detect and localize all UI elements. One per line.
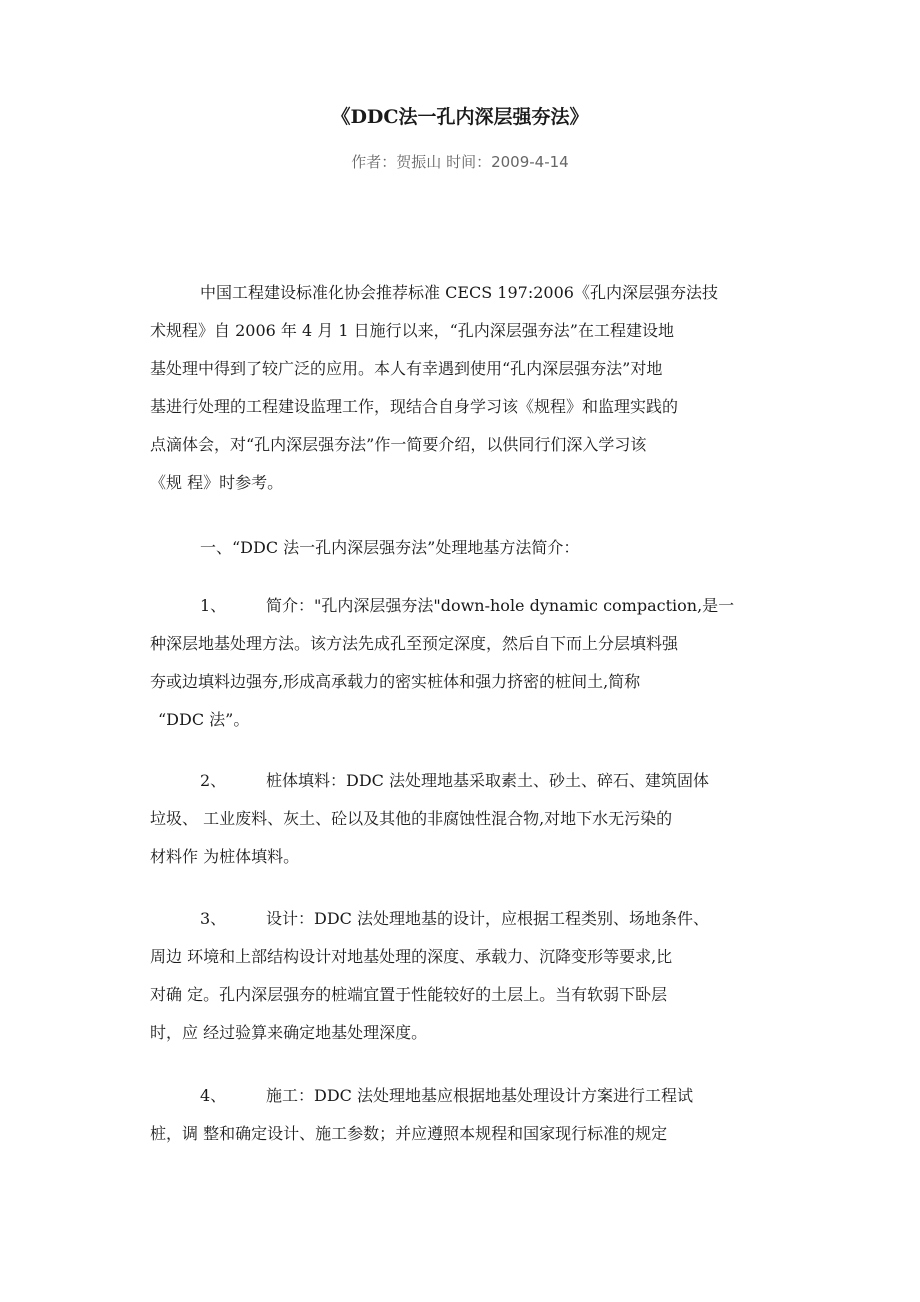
section-heading-block	[150, 529, 790, 567]
document-title: 《DDC法一孔内深层强夯法》	[331, 106, 589, 128]
intro-line: 《规 程》时参考。	[150, 473, 284, 492]
author-date-line: 作者：贺振山 时间：2009-4-14	[351, 153, 569, 171]
item-number: 3、	[200, 909, 227, 928]
intro-line: 基处理中得到了较广泛的应用。本人有幸遇到使用“孔内深层强夯法”对地	[150, 359, 663, 378]
item-line: “DDC 法”。	[158, 710, 250, 729]
intro-line: 点滴体会，对“孔内深层强夯法”作一简要介绍，以供同行们深入学习该	[150, 435, 647, 454]
item-line: 桩，调 整和确定设计、施工参数；并应遵照本规程和国家现行标准的规定	[150, 1124, 668, 1143]
intro-paragraph	[150, 274, 790, 502]
item-line: 夯或边填料边强夯,形成高承载力的密实桩体和强力挤密的桩间土,简称	[150, 672, 641, 691]
intro-line: 术规程》自 2006 年 4 月 1 日施行以来，“孔内深层强夯法”在工程建设地	[150, 321, 674, 340]
item-line: 对确 定。孔内深层强夯的桩端宜置于性能较好的土层上。当有软弱下卧层	[150, 985, 668, 1004]
list-item	[150, 762, 790, 876]
item-line: 垃圾、 工业废料、灰土、砼以及其他的非腐蚀性混合物,对地下水无污染的	[150, 809, 673, 828]
item-line: 材料作 为桩体填料。	[150, 847, 300, 866]
intro-line: 中国工程建设标准化协会推荐标准 CECS 197:2006《孔内深层强夯法技	[200, 283, 718, 302]
item-first-line: 施工：DDC 法处理地基应根据地基处理设计方案进行工程试	[266, 1086, 693, 1105]
item-line: 周边 环境和上部结构设计对地基处理的深度、承载力、沉降变形等要求,比	[150, 947, 673, 966]
item-number: 2、	[200, 771, 227, 790]
list-item	[150, 1077, 790, 1153]
list-item	[150, 900, 790, 1052]
item-number: 4、	[200, 1086, 227, 1105]
item-line: 种深层地基处理方法。该方法先成孔至预定深度，然后自下而上分层填料强	[150, 634, 679, 653]
item-first-line: 简介："孔内深层强夯法"down-hole dynamic compaction,是一	[266, 596, 735, 615]
item-first-line: 桩体填料：DDC 法处理地基采取素土、砂土、碎石、建筑固体	[266, 771, 709, 790]
intro-line: 基进行处理的工程建设监理工作，现结合自身学习该《规程》和监理实践的	[150, 397, 679, 416]
item-number: 1、	[200, 596, 227, 615]
section-heading: 一、“DDC 法一孔内深层强夯法”处理地基方法简介：	[200, 538, 580, 557]
item-line: 时，应 经过验算来确定地基处理深度。	[150, 1023, 428, 1042]
item-first-line: 设计：DDC 法处理地基的设计，应根据工程类别、场地条件、	[266, 909, 709, 928]
list-item	[150, 587, 790, 739]
